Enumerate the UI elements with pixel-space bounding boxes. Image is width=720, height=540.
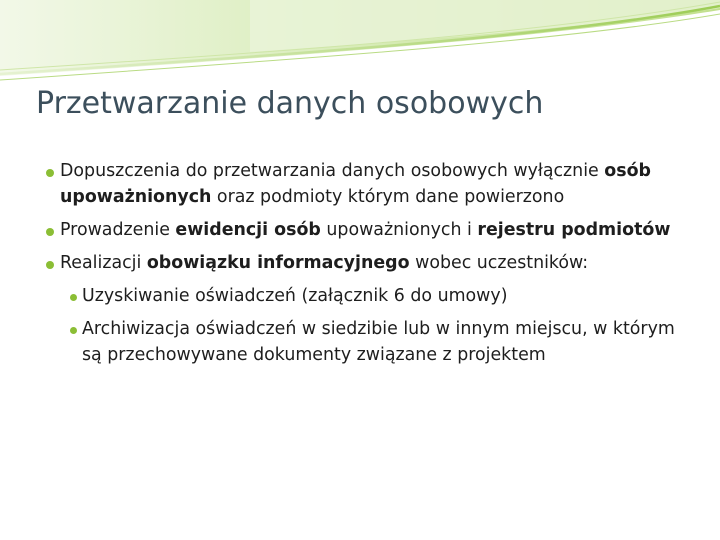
bullet-dot-icon	[46, 261, 54, 269]
bullet-dot-icon	[70, 327, 77, 334]
sub-bullet-item-2	[44, 316, 694, 368]
bullet-text: upoważnionych i	[320, 220, 478, 240]
sub-bullet-text: Archiwizacja oświadczeń w siedzibie lub w innym miejscu, w którym są przechowywane dokumenty związane z projektem	[82, 319, 675, 365]
bullet-list	[44, 158, 694, 375]
bullet-item-1	[44, 158, 694, 210]
slide-title: Przetwarzanie danych osobowych	[36, 86, 544, 121]
bullet-text: Realizacji	[60, 253, 147, 273]
bullet-bold-text: ewidencji osób	[175, 220, 321, 240]
bullet-item-2	[44, 217, 694, 243]
bullet-bold-text: rejestru podmiotów	[477, 220, 671, 240]
bullet-item-3	[44, 250, 694, 276]
bullet-dot-icon	[70, 294, 77, 301]
sub-bullet-text: Uzyskiwanie oświadczeń (załącznik 6 do umowy)	[82, 286, 508, 306]
header-swoosh-decoration	[0, 0, 720, 90]
bullet-bold-text: osób upoważnionych	[60, 161, 651, 207]
bullet-bold-text: obowiązku informacyjnego	[146, 253, 410, 273]
bullet-dot-icon	[46, 228, 54, 236]
bullet-text: Dopuszczenia do przetwarzania danych osobowych wyłącznie	[60, 161, 605, 181]
bullet-dot-icon	[46, 169, 54, 177]
bullet-text: Prowadzenie	[60, 220, 176, 240]
sub-bullet-item-1	[44, 283, 694, 309]
bullet-text: oraz podmioty którym dane powierzono	[211, 187, 565, 207]
bullet-text: wobec uczestników:	[409, 253, 589, 273]
